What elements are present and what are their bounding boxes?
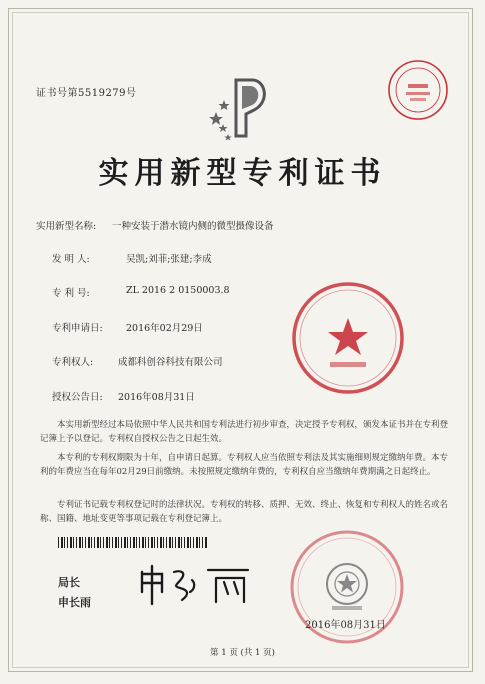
grant-date-label: 授权公告日: (52, 392, 103, 403)
director-title: 局长 (58, 576, 80, 589)
paragraph-3: 专利证书记载专利权登记时的法律状况。专利权的转移、质押、无效、终止、恢复和专利权人的姓名或名称、国籍、地址变更等事项记载在专利登记簿上。 (40, 500, 449, 524)
grant-date-value: 2016年08月31日 (118, 392, 195, 403)
certificate-number: 证书号第5519279号 (36, 88, 137, 99)
patent-no-label: 专 利 号: (52, 288, 90, 299)
inventor-label: 发 明 人: (52, 254, 90, 265)
barcode (58, 537, 208, 548)
page-footer: 第 1 页 (共 1 页) (210, 648, 275, 658)
name-label: 实用新型名称: (36, 221, 97, 232)
seal-date: 2016年08月31日 (305, 620, 386, 631)
cnipa-emblem-icon (206, 72, 276, 142)
filing-date-label: 专利申请日: (52, 323, 103, 334)
director-name: 申长雨 (58, 596, 91, 609)
paragraph-1: 本实用新型经过本局依照中华人民共和国专利法进行初步审查，决定授予专利权，颁发本证书并在专利登记簿上予以登记。专利权自授权公告之日起生效。 (40, 420, 449, 444)
handwritten-signature (136, 562, 256, 608)
verification-stamp-icon (386, 58, 450, 122)
paragraph-2: 本专利的专利权期限为十年，自申请日起算。专利权人应当依照专利法及其实施细则规定缴纳年费。本专利的年费应当在每年02月29日前缴纳。未按照规定缴纳年费的，专利权自应当缴纳年费期满之日起终止。 (40, 453, 449, 477)
page-title: 实用新型专利证书 (98, 156, 387, 191)
patentee-value: 成都科创谷科技有限公司 (118, 357, 223, 368)
name-value: 一种安装于潜水镜内侧的微型摄像设备 (112, 221, 274, 232)
filing-date-value: 2016年02月29日 (126, 323, 203, 334)
patent-no-value: ZL 2016 2 0150003.8 (126, 285, 230, 296)
inventor-value: 吴凯;刘菲;张建;李成 (126, 254, 212, 265)
patentee-label: 专利权人: (52, 357, 94, 368)
company-seal-icon (290, 280, 406, 396)
